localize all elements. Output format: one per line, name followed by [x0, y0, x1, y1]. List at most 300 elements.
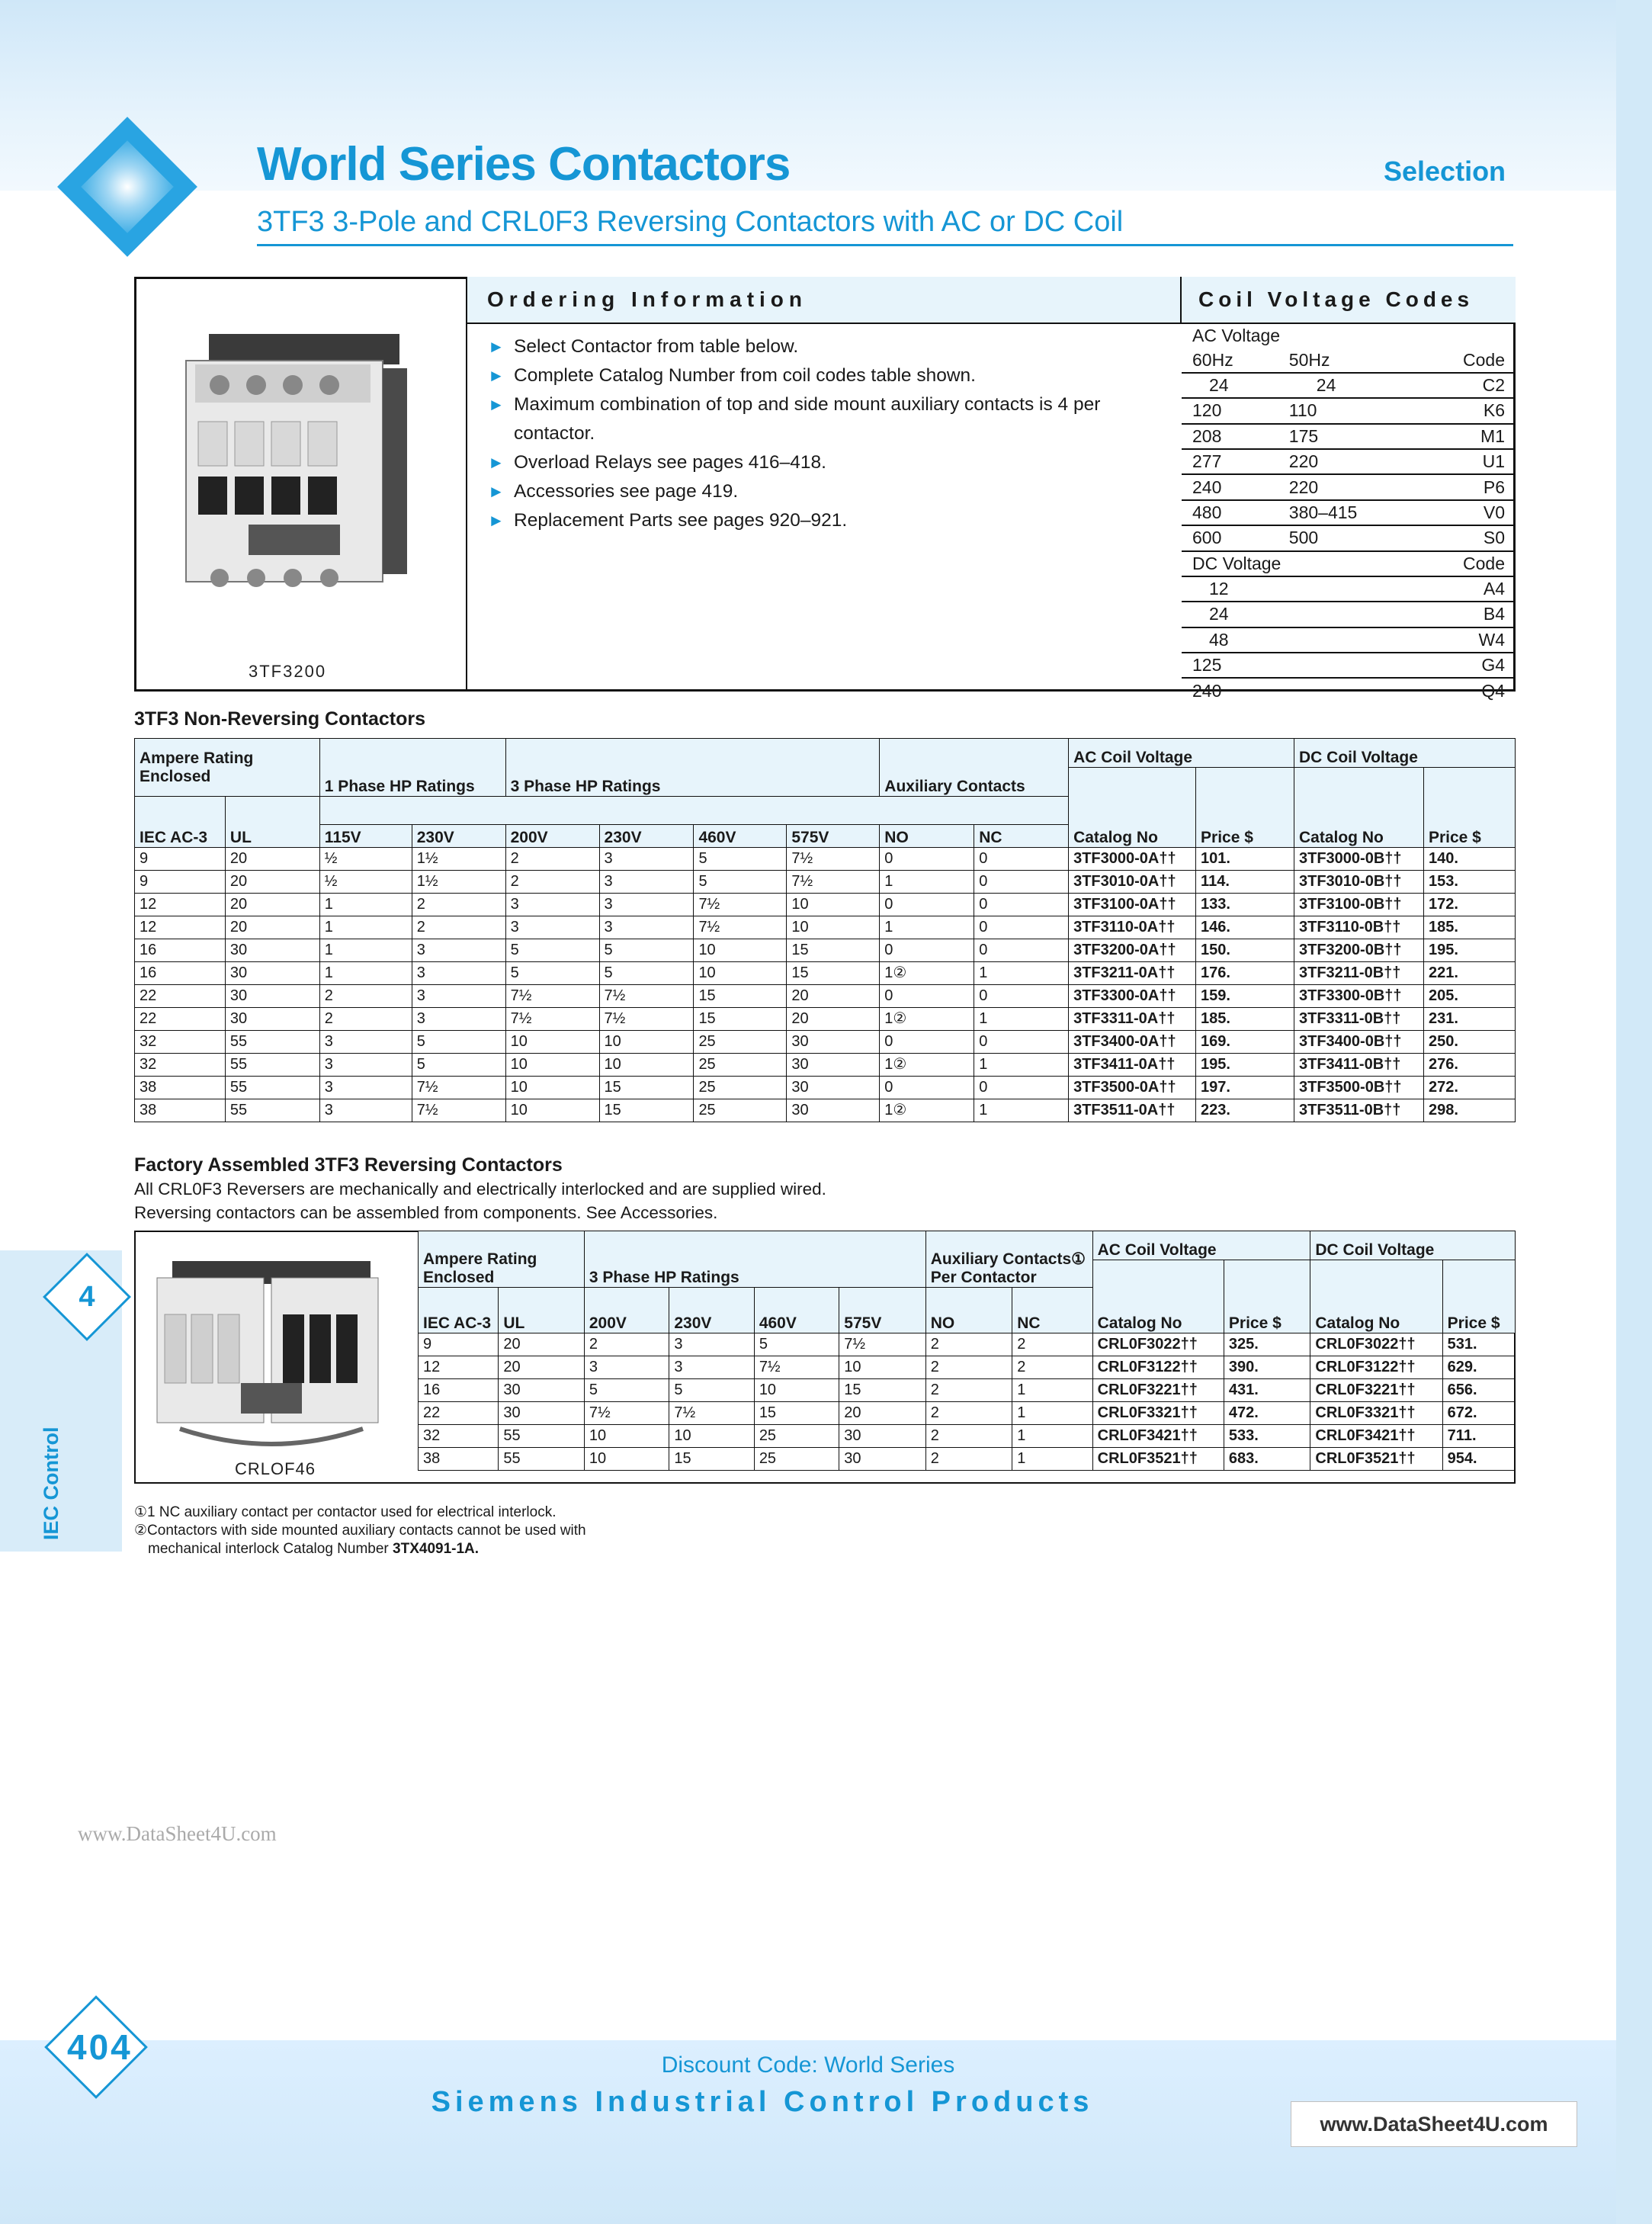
table-cell: 3TF3010-0A†† [1069, 871, 1196, 894]
table-cell: 298. [1423, 1099, 1515, 1122]
table-cell: 3 [599, 916, 694, 939]
table-cell: 15 [669, 1448, 754, 1471]
header-catalog: Catalog No [1310, 1260, 1442, 1333]
table-cell: 531. [1442, 1333, 1515, 1356]
ac-60hz-value: 120 [1182, 398, 1278, 423]
table-cell: 2 [584, 1333, 669, 1356]
ac-code-value: V0 [1417, 500, 1516, 525]
table-cell: 3 [319, 1031, 412, 1054]
header-230v: 230V [599, 825, 694, 848]
reverser-photo-cell [134, 1231, 418, 1484]
table-cell: 25 [694, 1031, 787, 1054]
table-cell: 15 [839, 1379, 925, 1402]
table-cell: 3TF3100-0A†† [1069, 894, 1196, 916]
table-cell: 656. [1442, 1379, 1515, 1402]
table-row [135, 871, 1516, 894]
table-cell: 140. [1423, 848, 1515, 871]
table-cell: 1 [880, 871, 974, 894]
table-cell: 169. [1196, 1031, 1294, 1054]
table-cell: 10 [754, 1379, 839, 1402]
ac-60hz-value: 208 [1182, 424, 1278, 449]
table-cell: 7½ [505, 985, 599, 1008]
table-cell: 2 [925, 1425, 1012, 1448]
ac-col-code: Code [1417, 348, 1516, 372]
table-cell: 55 [499, 1425, 584, 1448]
nonreversing-heading: 3TF3 Non-Reversing Contactors [134, 708, 426, 730]
table-cell: 3TF3200-0B†† [1294, 939, 1423, 962]
table-cell: 12 [135, 916, 226, 939]
table-cell: 101. [1196, 848, 1294, 871]
table-cell: CRL0F3221†† [1310, 1379, 1442, 1402]
table-cell: 10 [505, 1077, 599, 1099]
table-cell: CRL0F3421†† [1310, 1425, 1442, 1448]
table-cell: 10 [505, 1099, 599, 1122]
table-cell: 5 [599, 939, 694, 962]
page-title: World Series Contactors [257, 138, 791, 191]
table-cell: CRL0F3321†† [1092, 1402, 1224, 1425]
table-row [135, 894, 1516, 916]
header-ac-coil: AC Coil Voltage [1069, 739, 1294, 768]
ac-code-value: K6 [1417, 398, 1516, 423]
table-cell: 30 [839, 1448, 925, 1471]
table-cell: 672. [1442, 1402, 1515, 1425]
table-cell: 2 [412, 916, 505, 939]
dc-voltage-value: 12 [1182, 576, 1278, 602]
table-cell: 5 [505, 962, 599, 985]
table-cell: 5 [412, 1031, 505, 1054]
ac-voltage-label: AC Voltage [1192, 326, 1281, 346]
table-cell: 10 [787, 894, 880, 916]
ordering-item: ► Select Contactor from table below. [488, 332, 1159, 361]
table-cell: 2 [319, 1008, 412, 1031]
ac-code-value: C2 [1417, 373, 1516, 398]
table-cell: 30 [499, 1379, 584, 1402]
table-cell: 325. [1224, 1333, 1310, 1356]
table-cell: 3TF3400-0A†† [1069, 1031, 1196, 1054]
header-iec: IEC AC-3 [419, 1288, 499, 1333]
table-cell: 10 [584, 1425, 669, 1448]
table-cell: CRL0F3521†† [1310, 1448, 1442, 1471]
table-cell: 3TF3110-0B†† [1294, 916, 1423, 939]
table-cell: 20 [839, 1402, 925, 1425]
table-cell: 10 [839, 1356, 925, 1379]
dc-voltage-value: 240 [1192, 680, 1222, 701]
table-cell: 25 [694, 1099, 787, 1122]
table-cell: 3TF3000-0A†† [1069, 848, 1196, 871]
table-cell: 7½ [839, 1333, 925, 1356]
table-cell: 55 [499, 1448, 584, 1471]
table-cell: 9 [419, 1333, 499, 1356]
ac-50hz-value: 24 [1278, 373, 1417, 398]
header-575v: 575V [787, 825, 880, 848]
ac-50hz-value: 220 [1278, 449, 1417, 474]
table-cell: 7½ [694, 916, 787, 939]
table-cell: 25 [754, 1448, 839, 1471]
table-cell: 1 [974, 962, 1069, 985]
footnotes [134, 1504, 592, 1558]
ac-code-value: S0 [1417, 525, 1516, 550]
table-cell: 1 [974, 1099, 1069, 1122]
header-3phase: 3 Phase HP Ratings [584, 1231, 925, 1288]
table-cell: 30 [225, 985, 319, 1008]
table-cell: 7½ [754, 1356, 839, 1379]
table-cell: 533. [1224, 1425, 1310, 1448]
header-ac-coil: AC Coil Voltage [1092, 1231, 1310, 1260]
table-cell: 1 [880, 916, 974, 939]
table-cell: 7½ [412, 1077, 505, 1099]
table-cell: 3TF3211-0B†† [1294, 962, 1423, 985]
table-cell: 1② [880, 1054, 974, 1077]
right-margin-strip [1616, 0, 1652, 2224]
dc-code-value: A4 [1417, 576, 1516, 602]
ac-50hz-value: 175 [1278, 424, 1417, 449]
table-cell: 10 [505, 1031, 599, 1054]
table-cell: 3 [412, 985, 505, 1008]
footnote-2-text: ②Contactors with side mounted auxiliary contacts cannot be used with mechanical interlock Catalog Number [134, 1523, 586, 1557]
table-cell: 20 [225, 894, 319, 916]
header-no: NO [925, 1288, 1012, 1333]
table-cell: 15 [599, 1099, 694, 1122]
table-cell: 30 [225, 1008, 319, 1031]
table-cell: 25 [694, 1054, 787, 1077]
table-cell: 12 [419, 1356, 499, 1379]
table-cell: 0 [974, 1077, 1069, 1099]
header-iec: IEC AC-3 [135, 797, 226, 848]
header-ul: UL [499, 1288, 584, 1333]
table-cell: 1 [319, 916, 412, 939]
table-cell: 2 [1012, 1356, 1092, 1379]
table-cell: 5 [754, 1333, 839, 1356]
table-cell: 16 [135, 962, 226, 985]
table-cell: 30 [225, 962, 319, 985]
table-cell: 5 [584, 1379, 669, 1402]
table-cell: 1② [880, 1099, 974, 1122]
table-cell: 2 [925, 1448, 1012, 1471]
table-cell: 185. [1423, 916, 1515, 939]
ordering-item: ► Complete Catalog Number from coil codes table shown. [488, 361, 1159, 390]
table-cell: 1 [319, 894, 412, 916]
table-cell: 10 [787, 916, 880, 939]
table-cell: CRL0F3321†† [1310, 1402, 1442, 1425]
table-row [419, 1379, 1516, 1402]
table-cell: 3 [412, 939, 505, 962]
table-cell: 10 [669, 1425, 754, 1448]
reversing-heading: Factory Assembled 3TF3 Reversing Contactors [134, 1154, 563, 1176]
table-cell: 153. [1423, 871, 1515, 894]
nonreversing-rows [135, 848, 1516, 1122]
table-cell: 10 [505, 1054, 599, 1077]
header-no: NO [880, 825, 974, 848]
table-cell: 0 [880, 848, 974, 871]
header-price: Price $ [1442, 1260, 1515, 1333]
table-cell: 15 [694, 985, 787, 1008]
table-cell: 390. [1224, 1356, 1310, 1379]
ordering-list [488, 332, 1159, 535]
table-cell: 30 [499, 1402, 584, 1425]
table-cell: 15 [599, 1077, 694, 1099]
table-cell: 195. [1423, 939, 1515, 962]
dc-voltage-value: 24 [1182, 602, 1278, 627]
header-dc-coil: DC Coil Voltage [1294, 739, 1515, 768]
table-cell: 1 [974, 1054, 1069, 1077]
table-cell: 7½ [599, 1008, 694, 1031]
table-cell: 20 [499, 1356, 584, 1379]
table-cell: 15 [787, 962, 880, 985]
table-cell: 0 [974, 916, 1069, 939]
table-cell: 7½ [412, 1099, 505, 1122]
table-cell: 954. [1442, 1448, 1515, 1471]
table-cell: 0 [880, 1031, 974, 1054]
table-cell: 3 [319, 1099, 412, 1122]
table-cell: 0 [880, 894, 974, 916]
table-row [419, 1333, 1516, 1356]
table-cell: 0 [974, 1031, 1069, 1054]
table-cell: 272. [1423, 1077, 1515, 1099]
table-cell: 276. [1423, 1054, 1515, 1077]
dc-code-value: Q4 [1481, 680, 1505, 701]
table-cell: 3TF3200-0A†† [1069, 939, 1196, 962]
table-cell: 2 [412, 894, 505, 916]
ordering-item: ► Overload Relays see pages 416–418. [488, 448, 1159, 477]
table-cell: 3 [599, 848, 694, 871]
ac-col-60hz: 60Hz [1182, 348, 1278, 372]
table-cell: 146. [1196, 916, 1294, 939]
ac-50hz-value: 380–415 [1278, 500, 1417, 525]
table-cell: 3TF3511-0A†† [1069, 1099, 1196, 1122]
table-cell: 3 [669, 1333, 754, 1356]
ac-60hz-value: 600 [1182, 525, 1278, 550]
table-cell: 0 [974, 985, 1069, 1008]
table-cell: 205. [1423, 985, 1515, 1008]
ac-50hz-value: 500 [1278, 525, 1417, 550]
table-cell: 221. [1423, 962, 1515, 985]
table-cell: 55 [225, 1077, 319, 1099]
table-cell: 3 [319, 1054, 412, 1077]
table-cell: 3TF3411-0A†† [1069, 1054, 1196, 1077]
table-cell: 38 [419, 1448, 499, 1471]
dc-voltage-value: 48 [1182, 627, 1278, 653]
ac-code-value: P6 [1417, 474, 1516, 499]
table-cell: 1 [319, 939, 412, 962]
footnote-2 [134, 1522, 592, 1558]
table-cell: 0 [880, 985, 974, 1008]
table-cell: 150. [1196, 939, 1294, 962]
header-3phase: 3 Phase HP Ratings [505, 739, 880, 797]
table-cell: 20 [787, 1008, 880, 1031]
table-cell: 9 [135, 848, 226, 871]
table-cell: 5 [669, 1379, 754, 1402]
table-row [419, 1448, 1516, 1471]
table-cell: 3TF3010-0B†† [1294, 871, 1423, 894]
table-cell: 5 [505, 939, 599, 962]
header-catalog: Catalog No [1092, 1260, 1224, 1333]
ordering-heading: Ordering Information [487, 287, 807, 311]
header-price: Price $ [1423, 768, 1515, 848]
table-cell: 32 [135, 1031, 226, 1054]
table-cell: 3TF3411-0B†† [1294, 1054, 1423, 1077]
ac-code-value: M1 [1417, 424, 1516, 449]
subtitle-rule [257, 244, 1513, 246]
footnote-2-catalog: 3TX4091-1A. [393, 1541, 480, 1557]
table-cell: 20 [787, 985, 880, 1008]
header-230v: 230V [412, 825, 505, 848]
watermark-left: www.DataSheet4U.com [78, 1822, 277, 1845]
table-cell: 2 [505, 871, 599, 894]
table-cell: 197. [1196, 1077, 1294, 1099]
table-cell: CRL0F3122†† [1092, 1356, 1224, 1379]
coil-codes-header [1182, 277, 1516, 324]
reversing-note: Reversing contactors can be assembled from components. See Accessories. [134, 1203, 718, 1222]
table-row [135, 1077, 1516, 1099]
header-spacer [319, 797, 1068, 825]
table-cell: 10 [694, 962, 787, 985]
table-cell: CRL0F3221†† [1092, 1379, 1224, 1402]
table-cell: 7½ [787, 848, 880, 871]
table-cell: 176. [1196, 962, 1294, 985]
table-cell: 20 [225, 848, 319, 871]
table-row [135, 1031, 1516, 1054]
page-number: 404 [67, 2027, 133, 2067]
table-cell: 1 [1012, 1448, 1092, 1471]
header-230v: 230V [669, 1288, 754, 1333]
table-cell: CRL0F3022†† [1310, 1333, 1442, 1356]
header-dc-coil: DC Coil Voltage [1310, 1231, 1516, 1260]
table-cell: 7½ [505, 1008, 599, 1031]
table-row [135, 962, 1516, 985]
table-cell: ½ [319, 848, 412, 871]
header-aux: Auxiliary Contacts [880, 739, 1069, 797]
header-ampere: Ampere Rating Enclosed [419, 1231, 585, 1288]
ac-col-50hz: 50Hz [1278, 348, 1417, 372]
header-nc: NC [1012, 1288, 1092, 1333]
table-row [135, 1099, 1516, 1122]
table-cell: 3TF3511-0B†† [1294, 1099, 1423, 1122]
table-cell: 1½ [412, 848, 505, 871]
table-cell: 3 [505, 916, 599, 939]
table-cell: 133. [1196, 894, 1294, 916]
table-row [135, 939, 1516, 962]
table-cell: 114. [1196, 871, 1294, 894]
table-cell: 30 [839, 1425, 925, 1448]
table-cell: 0 [880, 1077, 974, 1099]
table-cell: 0 [880, 939, 974, 962]
header-575v: 575V [839, 1288, 925, 1333]
table-cell: 3TF3400-0B†† [1294, 1031, 1423, 1054]
table-cell: CRL0F3521†† [1092, 1448, 1224, 1471]
table-cell: 12 [135, 894, 226, 916]
table-cell: 1 [319, 962, 412, 985]
table-cell: 38 [135, 1099, 226, 1122]
ordering-item: ► Maximum combination of top and side mount auxiliary contacts is 4 per contactor. [488, 390, 1159, 448]
table-cell: 431. [1224, 1379, 1310, 1402]
table-cell: 9 [135, 871, 226, 894]
table-cell: 3TF3000-0B†† [1294, 848, 1423, 871]
header-catalog: Catalog No [1294, 768, 1423, 848]
table-cell: 231. [1423, 1008, 1515, 1031]
table-cell: 1 [1012, 1402, 1092, 1425]
header-band [0, 0, 1616, 191]
table-cell: 10 [599, 1031, 694, 1054]
table-cell: 2 [925, 1402, 1012, 1425]
table-cell: 1 [1012, 1379, 1092, 1402]
table-cell: 3TF3211-0A†† [1069, 962, 1196, 985]
table-cell: 3 [584, 1356, 669, 1379]
ac-60hz-value: 277 [1182, 449, 1278, 474]
discount-code: Discount Code: World Series [661, 2052, 955, 2078]
table-cell: 5 [412, 1054, 505, 1077]
table-cell: 38 [135, 1077, 226, 1099]
product-photo-cell [134, 277, 467, 692]
table-cell: 30 [787, 1054, 880, 1077]
table-cell: 3 [669, 1356, 754, 1379]
table-row [135, 848, 1516, 871]
table-cell: 55 [225, 1054, 319, 1077]
header-460v: 460V [754, 1288, 839, 1333]
table-cell: 250. [1423, 1031, 1515, 1054]
dc-voltage-label: DC Voltage [1182, 551, 1417, 576]
page-subtitle: 3TF3 3-Pole and CRL0F3 Reversing Contactors with AC or DC Coil [257, 206, 1124, 238]
ac-60hz-value: 24 [1182, 373, 1278, 398]
table-cell: 55 [225, 1031, 319, 1054]
table-cell: 711. [1442, 1425, 1515, 1448]
table-cell: 3TF3500-0A†† [1069, 1077, 1196, 1099]
table-cell: 16 [419, 1379, 499, 1402]
table-cell: 3 [505, 894, 599, 916]
ordering-item: ► Replacement Parts see pages 920–921. [488, 506, 1159, 535]
header-aux: Auxiliary Contacts① Per Contactor [925, 1231, 1092, 1288]
chapter-number: 4 [79, 1281, 95, 1313]
table-cell: 3 [319, 1077, 412, 1099]
coil-voltage-table [1182, 324, 1516, 703]
table-cell: 2 [925, 1379, 1012, 1402]
table-cell: 30 [787, 1077, 880, 1099]
table-cell: 0 [974, 894, 1069, 916]
ac-50hz-value: 220 [1278, 474, 1417, 499]
table-cell: 10 [599, 1054, 694, 1077]
table-cell: 22 [135, 1008, 226, 1031]
table-cell: 3TF3311-0B†† [1294, 1008, 1423, 1031]
dc-code-label: Code [1417, 551, 1516, 576]
table-cell: 683. [1224, 1448, 1310, 1471]
table-cell: 16 [135, 939, 226, 962]
table-cell: 7½ [669, 1402, 754, 1425]
table-cell: 0 [974, 848, 1069, 871]
table-cell: 7½ [584, 1402, 669, 1425]
table-row [419, 1356, 1516, 1379]
reverser-photo-image [134, 1231, 418, 1484]
table-cell: ½ [319, 871, 412, 894]
table-cell: 195. [1196, 1054, 1294, 1077]
table-cell: 223. [1196, 1099, 1294, 1122]
table-cell: 20 [499, 1333, 584, 1356]
table-cell: 1½ [412, 871, 505, 894]
table-cell: 1 [1012, 1425, 1092, 1448]
table-cell: 2 [925, 1356, 1012, 1379]
header-price: Price $ [1196, 768, 1294, 848]
table-cell: 185. [1196, 1008, 1294, 1031]
header-price: Price $ [1224, 1260, 1310, 1333]
table-row [419, 1425, 1516, 1448]
table-cell: 5 [599, 962, 694, 985]
table-cell: 32 [135, 1054, 226, 1077]
dc-code-value: G4 [1417, 653, 1516, 678]
table-cell: 15 [754, 1402, 839, 1425]
table-cell: 629. [1442, 1356, 1515, 1379]
table-cell: 25 [694, 1077, 787, 1099]
table-cell: 1② [880, 962, 974, 985]
table-cell: 159. [1196, 985, 1294, 1008]
table-cell: 7½ [694, 894, 787, 916]
